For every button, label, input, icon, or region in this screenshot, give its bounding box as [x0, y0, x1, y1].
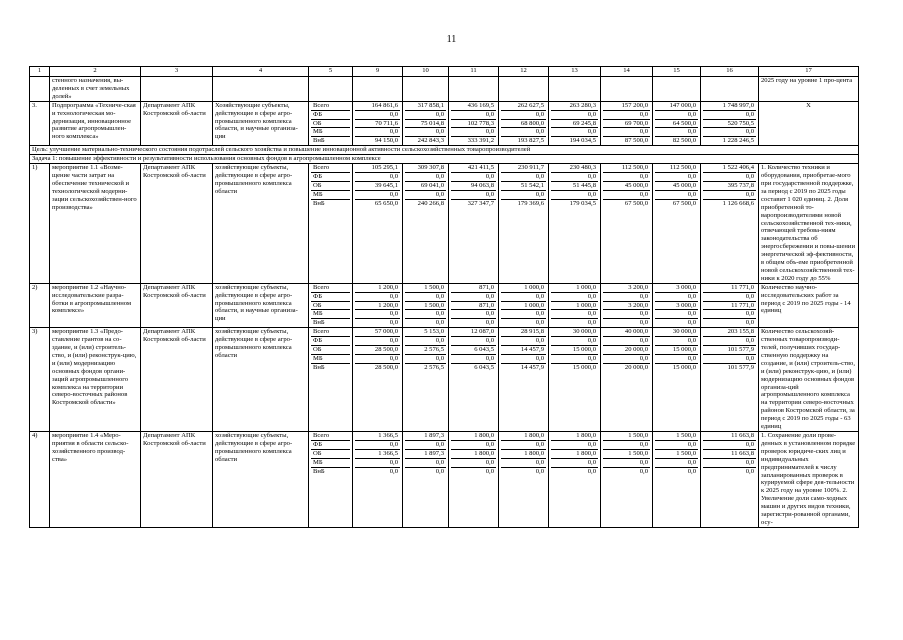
expected-result: 1. Количество техники и оборудования, приобретае-мого при государственной поддержке, за период с 2019 по 2025 годы составит 1 020 единиц. 2. Доля приобретенной то-варопроизводителями новой сельскохозяйственной тех-ники, отвечающей требова-ниям законодательства об энергосбережении и повы-шении энергетической эф-фективности, в общем объ-еме приобретенной новой сельскохозяйственной тех-ники к 2020 году до 55% — [759, 164, 859, 284]
total-values: 1 748 997,0 0,0 520 750,5 0,0 1 228 246,5 — [701, 101, 759, 145]
year-2025-values: 3 000,0 0,0 3 000,0 0,0 0,0 — [653, 283, 701, 327]
col-number: 2 — [50, 67, 141, 77]
goal-row — [30, 146, 859, 155]
year-2021-values: 12 087,0 0,0 6 043,5 0,0 6 043,5 — [449, 328, 499, 432]
year-2023-values: 30 000,0 0,0 15 000,0 0,0 15 000,0 — [549, 328, 601, 432]
row-number: 3. — [30, 101, 50, 145]
participants: хозяйствующие субъекты, действующие в сфере агро-промышленного комплекса области — [213, 328, 309, 432]
expected-result: 1. Сохранение доли прове-денных в установленном порядке проверок юридиче-ских лиц и индивидуальных предпринимателей к числу запланированных проверок в курируемой сфере дея-тельности к 2025 году на уровне 100%. 2. Увеличение доли само-ходных машин и других видов техники, зарегистри-рованной органами, осу- — [759, 432, 859, 528]
year-2024-values: 112 500,0 0,0 45 000,0 0,0 67 500,0 — [601, 164, 653, 284]
executor: Департамент АПК Костромской об-ласти — [141, 164, 213, 284]
activity-name: Подпрограмма «Техниче-ская и технологическая мо-дернизация, инновационное развитие агропромышлен-ного комплекса» — [50, 101, 141, 145]
year-2024-values: 3 200,0 0,0 3 200,0 0,0 0,0 — [601, 283, 653, 327]
year-2020-values: 309 307,8 0,0 69 041,0 0,0 240 266,8 — [403, 164, 449, 284]
activity-name: мероприятие 1.2 «Научно-исследовательские разра-ботки в агропромышленном комплексе» — [50, 283, 141, 327]
year-2025-values: 30 000,0 0,0 15 000,0 0,0 15 000,0 — [653, 328, 701, 432]
year-2019-values: 1 200,0 0,0 1 200,0 0,0 0,0 — [353, 283, 403, 327]
expected-result: Количество сельскохозяй-ственных товаропроизводи-телей, получивших государ-ственную поддержку на создание, и (или) строитель-ство, и (или) реконструк-цию, и (или) модернизацию основных фондов организа-ций агропромышленного комплекса на территории северо-восточных районов Костромской области, за период с 2019 по 2025 годы - 63 единиц — [759, 328, 859, 432]
year-2020-values: 1 897,3 0,0 1 897,3 0,0 0,0 — [403, 432, 449, 528]
activity-name: мероприятие 1.1 «Возме-щение части затрат на обеспечение технической и технологической модерни-зации сельскохозяйствен-ного производства» — [50, 164, 141, 284]
participants: Хозяйствующие субъекты, действующие в сфере агро-промышленного комплекса области, и научные организа-ции — [213, 101, 309, 145]
continuation-name: стенного назначения, вы-деленных в счет земельных долей» — [50, 77, 141, 102]
activity-name: мероприятие 1.4 «Меро-приятия в области сельско-хозяйственного производ-ства» — [50, 432, 141, 528]
col-number: 16 — [701, 67, 759, 77]
year-2022-values: 1 800,0 0,0 1 800,0 0,0 0,0 — [499, 432, 549, 528]
continuation-row — [30, 77, 859, 102]
row-number: 4) — [30, 432, 50, 528]
executor: Департамент АПК Костромской об-ласти — [141, 283, 213, 327]
year-2019-values: 164 861,6 0,0 70 711,6 0,0 94 150,0 — [353, 101, 403, 145]
program-financing-table — [29, 66, 859, 528]
year-2021-values: 421 411,5 0,0 94 063,8 0,0 327 347,7 — [449, 164, 499, 284]
year-2021-values: 871,0 0,0 871,0 0,0 0,0 — [449, 283, 499, 327]
executor: Департамент АПК Костромской об-ласти — [141, 101, 213, 145]
task-row — [30, 155, 859, 164]
executor: Департамент АПК Костромской об-ласти — [141, 432, 213, 528]
year-2022-values: 262 627,5 0,0 68 800,0 0,0 193 827,5 — [499, 101, 549, 145]
participants: хозяйствующие субъекты, действующие в сфере агро-промышленного комплекса области — [213, 164, 309, 284]
row-number: 1) — [30, 164, 50, 284]
col-number: 12 — [499, 67, 549, 77]
activity-row — [30, 328, 859, 432]
total-values: 11 771,0 0,0 11 771,0 0,0 0,0 — [701, 283, 759, 327]
activity-name: мероприятие 1.3 «Предо-ставление грантов на со-здание, и (или) строитель-ство, и (или) реконструк-цию, и (или) модернизацию основных фондов органи-заций агропромышленного комплекса на территории северо-восточных районов Костромской области» — [50, 328, 141, 432]
expected-result: Количество научно-исследовательских работ за период с 2019 по 2025 годы - 14 единиц — [759, 283, 859, 327]
row-number: 3) — [30, 328, 50, 432]
year-2022-values: 230 911,7 0,0 51 542,1 0,0 179 369,6 — [499, 164, 549, 284]
year-2019-values: 57 000,0 0,0 28 500,0 0,0 28 500,0 — [353, 328, 403, 432]
participants: хозяйствующие субъекты, действующие в сфере агро-промышленного комплекса области — [213, 432, 309, 528]
col-number: 3 — [141, 67, 213, 77]
year-2024-values: 157 200,0 0,0 69 700,0 0,0 87 500,0 — [601, 101, 653, 145]
year-2021-values: 1 800,0 0,0 1 800,0 0,0 0,0 — [449, 432, 499, 528]
col-number: 4 — [213, 67, 309, 77]
activity-row — [30, 283, 859, 327]
year-2025-values: 1 500,0 0,0 1 500,0 0,0 0,0 — [653, 432, 701, 528]
year-2022-values: 1 000,0 0,0 1 000,0 0,0 0,0 — [499, 283, 549, 327]
funding-sources: Всего ФБ ОБ МБ ВнБ — [309, 164, 353, 284]
col-number: 5 — [309, 67, 353, 77]
year-2022-values: 28 915,8 0,0 14 457,9 0,0 14 457,9 — [499, 328, 549, 432]
total-values: 203 155,8 0,0 101 577,9 0,0 101 577,9 — [701, 328, 759, 432]
year-2023-values: 263 280,3 0,0 69 245,8 0,0 194 034,5 — [549, 101, 601, 145]
year-2023-values: 1 000,0 0,0 1 000,0 0,0 0,0 — [549, 283, 601, 327]
year-2020-values: 317 858,1 0,0 75 014,8 0,0 242 843,3 — [403, 101, 449, 145]
expected-result: X — [759, 101, 859, 145]
year-2020-values: 5 153,0 0,0 2 576,5 0,0 2 576,5 — [403, 328, 449, 432]
continuation-result: 2025 году на уровне 1 про-цента — [759, 77, 859, 102]
col-number: 11 — [449, 67, 499, 77]
column-number-row — [30, 67, 859, 77]
year-2024-values: 40 000,0 0,0 20 000,0 0,0 20 000,0 — [601, 328, 653, 432]
year-2024-values: 1 500,0 0,0 1 500,0 0,0 0,0 — [601, 432, 653, 528]
year-2023-values: 1 800,0 0,0 1 800,0 0,0 0,0 — [549, 432, 601, 528]
year-2025-values: 147 000,0 0,0 64 500,0 0,0 82 500,0 — [653, 101, 701, 145]
funding-sources: Всего ФБ ОБ МБ ВнБ — [309, 101, 353, 145]
year-2020-values: 1 500,0 0,0 1 500,0 0,0 0,0 — [403, 283, 449, 327]
row-number: 2) — [30, 283, 50, 327]
col-number: 1 — [30, 67, 50, 77]
year-2021-values: 436 169,5 0,0 102 778,3 0,0 333 391,2 — [449, 101, 499, 145]
funding-sources: Всего ФБ ОБ МБ ВнБ — [309, 283, 353, 327]
goal-text: Цель: улучшение материально-технического состояния подотраслей сельского хозяйства и повышение инновационной активности сельскохозяйственных товаропроизводителей — [30, 146, 859, 155]
year-2019-values: 1 366,5 0,0 1 366,5 0,0 0,0 — [353, 432, 403, 528]
funding-sources: Всего ФБ ОБ МБ ВнБ — [309, 432, 353, 528]
year-2023-values: 230 480,3 0,0 51 445,8 0,0 179 034,5 — [549, 164, 601, 284]
page-number: 11 — [446, 34, 457, 45]
col-number: 14 — [601, 67, 653, 77]
col-number: 13 — [549, 67, 601, 77]
col-number: 9 — [353, 67, 403, 77]
col-number: 17 — [759, 67, 859, 77]
task-text: Задача 1: повышение эффективности и результативности использования основных фондов в агропромышленном комплексе — [30, 155, 859, 164]
total-values: 11 663,8 0,0 11 663,8 0,0 0,0 — [701, 432, 759, 528]
col-number: 10 — [403, 67, 449, 77]
participants: хозяйствующие субъекты, действующие в сфере агро-промышленного комплекса области, и научные организа-ции — [213, 283, 309, 327]
subprogram-row — [30, 101, 859, 145]
year-2019-values: 105 295,1 0,0 39 645,1 0,0 65 650,0 — [353, 164, 403, 284]
year-2025-values: 112 500,0 0,0 45 000,0 0,0 67 500,0 — [653, 164, 701, 284]
total-values: 1 522 406,4 0,0 395 737,8 0,0 1 126 668,6 — [701, 164, 759, 284]
funding-sources: Всего ФБ ОБ МБ ВнБ — [309, 328, 353, 432]
activity-row — [30, 432, 859, 528]
activity-row — [30, 164, 859, 284]
col-number: 15 — [653, 67, 701, 77]
executor: Департамент АПК Костромской об-ласти — [141, 328, 213, 432]
